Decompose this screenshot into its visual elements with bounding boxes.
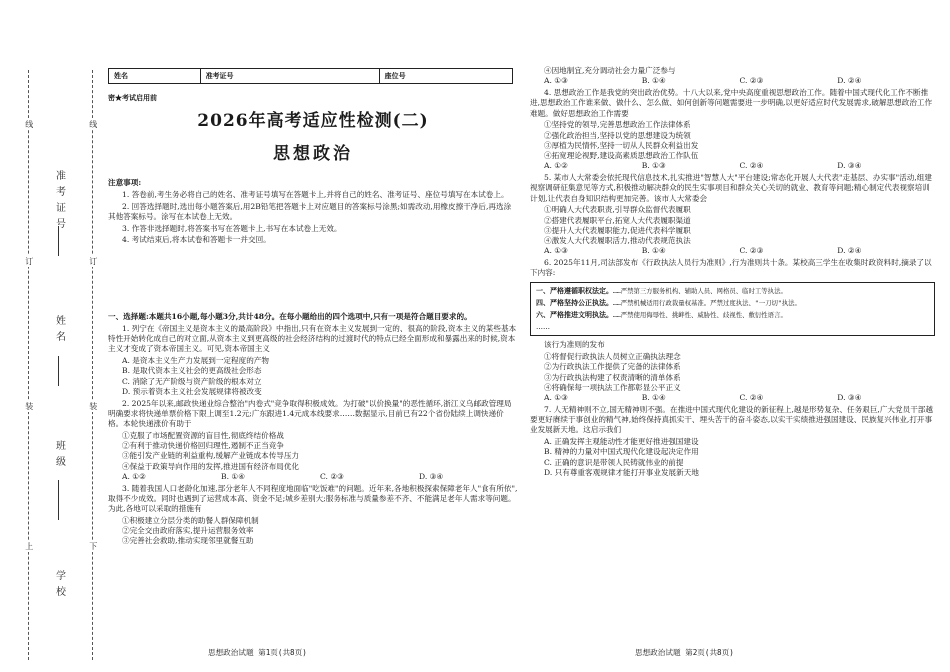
q7-option-c[interactable]: C. 正确的意识是带领人民铸就伟业的前提 [544, 457, 684, 467]
gutter-mark-zhuang-outer: 装 [24, 402, 34, 410]
q4-choice-c[interactable]: C. ②④ [739, 161, 764, 171]
exam-id-label: 准考证号 [205, 71, 234, 81]
candidate-info-table [108, 68, 513, 84]
seal-line-inner [92, 70, 93, 660]
q3-item: ③完善社会救助,推动实现邻里就餐互助 [122, 536, 254, 546]
q1-option-d[interactable]: D. 预示着资本主义社会发展规律将被改变 [122, 386, 262, 396]
q4-item: ③厚植为民情怀,坚持一切从人民群众利益出发 [544, 140, 699, 150]
q7-option-d[interactable]: D. 只有尊重客观规律才能打开事业发展新天地 [544, 467, 699, 477]
q2-choice-a[interactable]: A. ①② [122, 471, 146, 481]
q2-item: ②有利于推动快递价格回归理性,遏制不正当竞争 [122, 441, 284, 450]
q6-quote-body: ……严禁第三方服务机构、辅助人员、网格员、临时工等执法。 [613, 286, 787, 295]
q1-option-b[interactable]: B. 是取代资本主义社会的更高级社会形态 [122, 366, 262, 376]
page-1-footer: 思想政治试题 第1页(共8页) [208, 648, 307, 657]
q1-option-c[interactable]: C. 消除了无产阶级与资产阶级的根本对立 [122, 376, 262, 386]
binding-gutter [0, 0, 100, 672]
notice-item: 1. 答卷前,考生务必将自己的姓名、准考证号填写在答题卡上,并将自己的姓名、准考证号、座位号填写在本试卷上。 [122, 189, 509, 199]
q2-choices [108, 472, 518, 482]
q4-choice-b[interactable]: B. ①③ [641, 161, 666, 171]
notice-section [108, 178, 518, 247]
q6-choice-d[interactable]: D. ③④ [837, 393, 862, 402]
q4-choice-d[interactable]: D. ③④ [837, 161, 862, 171]
q3-choice-b[interactable]: B. ①④ [641, 76, 666, 86]
q5-choice-b[interactable]: B. ①④ [641, 246, 666, 256]
questions-page-1 [108, 312, 518, 547]
gutter-mark-ding-outer: 订 [24, 257, 34, 265]
exam-subject: 思想政治 [273, 144, 353, 164]
q3-choice-d[interactable]: D. ②④ [837, 76, 862, 86]
gutter-mark-line-outer: 线 [24, 120, 34, 128]
q4-choice-a[interactable]: A. ①② [544, 161, 568, 171]
name-write-line [58, 356, 59, 386]
gutter-mark-line-inner: 线 [88, 120, 98, 128]
q5-choices [530, 246, 935, 256]
q6-quote-body: ……严禁机械适用行政裁量权基准。严禁过度执法、"一刀切"执法。 [613, 298, 801, 307]
q5-choice-a[interactable]: A. ①③ [544, 246, 568, 256]
notice-item: 3. 作答非选择题时,将答案书写在答题卡上,书写在本试卷上无效。 [122, 223, 342, 233]
q2-choice-d[interactable]: D. ③④ [419, 471, 444, 481]
q6-item: ④将确保每一项执法工作都彰显公平正义 [544, 382, 681, 392]
q3-item: ④因地制宜,充分调动社会力量广泛参与 [544, 66, 676, 75]
q4-item: ②强化政治担当,坚持以党的思想建设为统领 [544, 130, 691, 140]
q5-choice-d[interactable]: D. ②④ [837, 246, 862, 256]
q6-item: ①将督促行政执法人员树立正确执法理念 [544, 352, 681, 361]
q3-choice-c[interactable]: C. ②③ [739, 76, 764, 86]
q5-item: ④激发人大代表履职活力,推动代表规范执法 [544, 236, 691, 245]
q6-stem: 6. 2025年11月,司法部发布《行政执法人员行为准则》,行为准则共十条。某校高三学生在收集时政资料时,摘录了以下内容: [530, 258, 932, 278]
q2-item: ③能引发产业链的利益重构,缓解产业链成本传导压力 [122, 451, 300, 461]
q6-quote-line [536, 286, 929, 296]
q6-quote-head: 四、严格坚持公正执法。 [536, 297, 613, 307]
q5-item: ①明确人大代表职责,引导群众监督代表履职 [544, 205, 691, 215]
q6-choices [530, 393, 935, 403]
gutter-mark-xia: 下 [88, 542, 98, 550]
q6-quote-line [536, 298, 929, 308]
q4-item: ④拓宽理论视野,建设高素质思想政治工作队伍 [544, 151, 699, 160]
q6-quote-head: 一、严格遵循职权法定。 [536, 285, 613, 295]
q5-stem: 5. 某市人大常委会依托现代信息技术,扎实推进"智慧人大"平台建设;常态化开展人大代表"走基层、办实事"活动,组建视察调研征集意见等方式,积极推动解决群众的民生实事项目和群众关心关切的就业、教育等问题;精心制定代表视察培训计划,让代表自身知识结构更加完善。该市人大常委会 [530, 173, 932, 203]
q2-choice-c[interactable]: C. ②③ [320, 471, 344, 481]
class-write-line [58, 480, 59, 520]
questions-page-2 [530, 66, 935, 478]
q6-item: ③为行政执法构建了权责清晰的清单体系 [544, 372, 681, 382]
q2-item: ④保益于政策导向作用的发挥,推进国有经济布局优化 [122, 461, 300, 471]
exam-id-write-line [58, 226, 59, 256]
q6-choice-a[interactable]: A. ①③ [544, 393, 568, 402]
q4-stem: 4. 思想政治工作是我党的突出政治优势。十八大以来,党中央高度重视思想政治工作。随着中国式现代化工作不断推进,思想政治工作谁来做、做什么、怎么做、如何创新等问题需要进一步明确,以更好适应时代发展需求,破解思想政治工作难题。做好思想政治工作需要 [530, 88, 933, 118]
gutter-field-name: 姓名 [53, 315, 65, 347]
q4-choices [530, 161, 935, 171]
q6-lead: 该行为准则的发布 [544, 340, 605, 350]
q6-quote-more: …… [536, 322, 550, 331]
q3-stem: 3. 随着我国人口老龄化加速,部分老年人不同程度地面临"吃饭难"的问题。近年来,各地积极探索保障老年人"食有所依",取得不少成效。同时也遇到了运营成本高、资金不足;城乡差别大;服务标准与质量参差不齐、不能满足老年人需求等问题。为此,各地可以采取的措施有 [108, 483, 518, 513]
seat-cell[interactable] [380, 69, 512, 83]
name-label: 姓名 [114, 71, 128, 81]
q6-quote-head: 六、严格推进文明执法。 [536, 310, 613, 320]
q6-quote-line [536, 310, 929, 320]
q2-choice-b[interactable]: B. ①④ [221, 471, 246, 481]
q6-quote-box [530, 282, 935, 337]
q1-option-a[interactable]: A. 是资本主义生产力发展到一定程度的产物 [122, 356, 269, 365]
q7-option-b[interactable]: B. 精神的力量对中国式现代化建设起决定作用 [544, 447, 699, 457]
gutter-field-class: 班级 [53, 440, 65, 472]
notice-heading: 注意事项: [108, 178, 142, 187]
gutter-field-exam-id: 准考证号 [53, 170, 65, 234]
seat-label: 座位号 [384, 71, 406, 81]
q7-stem: 7. 人无精神则不立,国无精神则不强。在推进中国式现代化建设的新征程上,越是形势复杂、任务艰巨,广大党员干部越要更好赓续于事创业的精气神,始终保持真抓实干、埋头苦干的奋斗姿态,以实干实绩推进强国建设、民族复兴伟业,打开事业发展新天地。这启示我们 [530, 404, 933, 435]
gutter-mark-shang: 上 [24, 542, 34, 550]
seal-line-outer [28, 70, 29, 660]
q2-item: ①克服了市场配置资源的盲目性,彻底终结价格战 [122, 430, 284, 440]
q4-item: ①坚持党的领导,完善思想政治工作法律体系 [544, 120, 691, 130]
q6-quote-body: ……严禁使用侮辱性、挑衅性、威胁性、歧视性、敷衍性语言。 [613, 311, 787, 320]
q6-item: ②为行政执法工作提供了完备的法律体系 [544, 362, 681, 372]
gutter-field-school: 学校 [53, 570, 65, 602]
q3-choice-a[interactable]: A. ①③ [544, 76, 568, 86]
q3-choices [530, 76, 935, 86]
gutter-mark-ding-inner: 订 [88, 257, 98, 265]
q3-item: ①积极建立分层分类的助餐人群保障机制 [122, 515, 259, 525]
q2-stem: 2. 2025年以来,邮政快递业综合整治"内卷式"竞争取得积极成效。为打破"以价换量"的恶性循环,浙江义乌邮政管理局明确要求将快递单票价格下限上调至1.2元;广东跟进1.4元成本线要求……数据显示,目前已有22个省份陆续上调快递价格。本轮快递涨价有助于 [108, 398, 512, 428]
section-heading: 一、选择题:本题共16小题,每小题3分,共计48分。在每小题给出的四个选项中,只有一项是符合题目要求的。 [108, 312, 472, 321]
q5-item: ③提升人大代表履职能力,促进代表科学履职 [544, 225, 691, 235]
exam-title: 2026年高考适应性检测(二) [197, 111, 429, 131]
name-cell[interactable] [109, 69, 201, 83]
q6-choice-b[interactable]: B. ①④ [641, 393, 666, 402]
q6-choice-c[interactable]: C. ②④ [739, 393, 764, 402]
q7-option-a[interactable]: A. 正确发挥主观能动性才能更好推进强国建设 [544, 437, 699, 446]
gutter-mark-zhuang-inner: 装 [88, 402, 98, 410]
q1-stem: 1. 列宁在《帝国主义是资本主义的最高阶段》中指出,只有在资本主义发展到一定的、很高的阶段,资本主义的某些基本特性开始转化成自己的对立面,从资本主义到更高级的社会经济结构的过渡时代的特点已经全面形成和暴露出来的时候,资本主义才变成了资本帝国主义。可见,资本帝国主义 [108, 323, 517, 354]
q5-choice-c[interactable]: C. ②③ [739, 246, 764, 256]
secret-mark: 密★考试启用前 [108, 93, 157, 102]
q5-item: ②搭建代表履职平台,拓宽人大代表履职渠道 [544, 215, 691, 225]
q3-item: ②完全交由政府落实,提升运营服务效率 [122, 526, 254, 535]
page-2-footer: 思想政治试题 第2页(共8页) [635, 648, 734, 657]
notice-item: 4. 考试结束后,将本试卷和答题卡一并交回。 [122, 235, 271, 245]
exam-id-cell[interactable] [201, 69, 380, 83]
notice-item: 2. 回答选择题时,选出每小题答案后,用2B铅笔把答题卡上对应题目的答案标号涂黑;如需改动,用橡皮擦干净后,再选涂其他答案标号。涂写在本试卷上无效。 [108, 201, 512, 221]
